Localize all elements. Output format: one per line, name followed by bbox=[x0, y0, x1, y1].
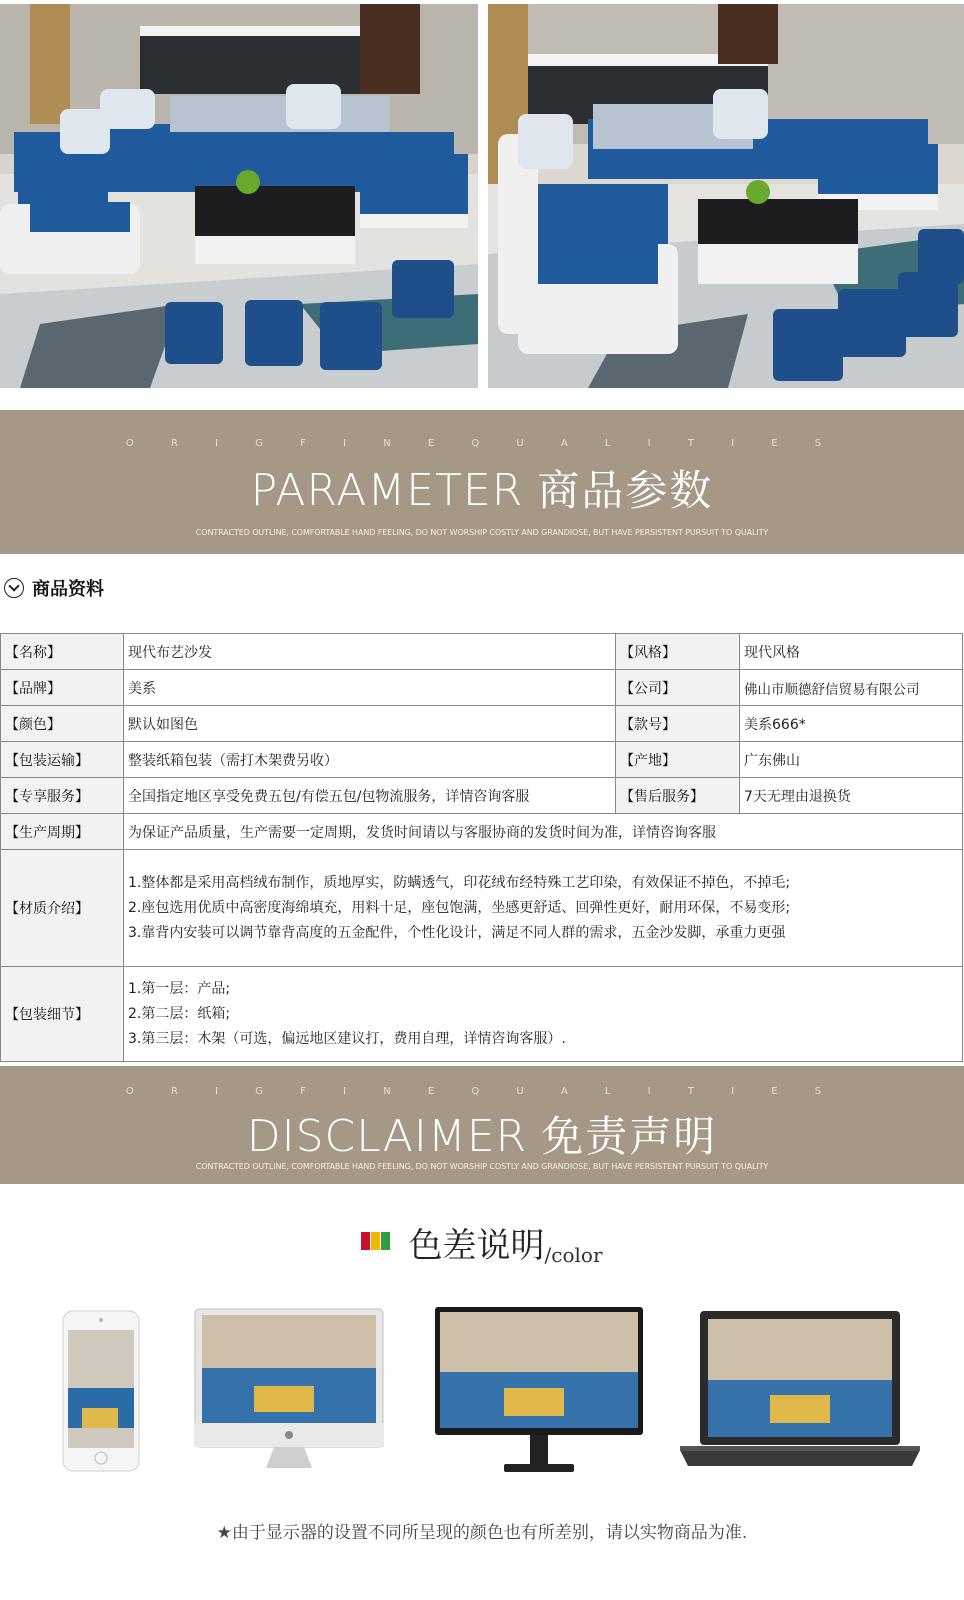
packaging-line: 1.第一层：产品; bbox=[128, 980, 231, 997]
table-row bbox=[1, 742, 963, 778]
param-key: 【品牌】 bbox=[1, 670, 124, 706]
table-row bbox=[1, 967, 963, 1062]
table-row bbox=[1, 778, 963, 814]
param-key: 【售后服务】 bbox=[616, 778, 740, 814]
packaging-line: 3.第三层：木架（可选，偏远地区建议打，费用自理，详情咨询客服）. bbox=[128, 1030, 566, 1047]
material-line: 1.整体都是采用高档绒布制作，质地厚实，防螨透气，印花绒布经特殊工艺印染，有效保证不掉色，不掉毛; bbox=[128, 874, 791, 891]
sofa-photo-angle bbox=[488, 4, 964, 388]
param-value: 美系 bbox=[124, 670, 616, 706]
param-value: 佛山市顺德舒信贸易有限公司 bbox=[740, 670, 963, 706]
table-row bbox=[1, 634, 963, 670]
color-bar bbox=[361, 1232, 370, 1250]
monitor-image bbox=[434, 1306, 644, 1476]
color-title-en: /color bbox=[544, 1243, 603, 1267]
banner-title bbox=[0, 1104, 964, 1164]
color-difference-note: ★由于显示器的设置不同所呈现的颜色也有所差别，请以实物商品为准. bbox=[216, 1523, 748, 1543]
param-key: 【专享服务】 bbox=[1, 778, 124, 814]
param-value: 默认如图色 bbox=[124, 706, 616, 742]
banner-title-cn: 商品参数 bbox=[537, 466, 714, 515]
product-info-heading-text: 商品资料 bbox=[32, 579, 104, 600]
color-bar bbox=[371, 1232, 380, 1250]
device-lineup bbox=[0, 1300, 964, 1480]
product-photos bbox=[0, 0, 964, 392]
param-key: 【公司】 bbox=[616, 670, 740, 706]
table-row bbox=[1, 670, 963, 706]
disclaimer-banner bbox=[0, 1066, 964, 1184]
table-row bbox=[1, 706, 963, 742]
param-key: 【生产周期】 bbox=[1, 814, 124, 850]
param-key: 【包装运输】 bbox=[1, 742, 124, 778]
banner-subtitle: CONTRACTED OUTLINE, COMFORTABLE HAND FEELING, DO NOT WORSHIP COSTLY AND GRANDIOSE, BUT HAVE PERSISTENT PURSUIT TO QUALITY bbox=[195, 1162, 769, 1171]
parameter-table bbox=[0, 633, 963, 1062]
packaging-line: 2.第二层：纸箱; bbox=[128, 1005, 231, 1022]
param-key: 【颜色】 bbox=[1, 706, 124, 742]
banner-title-en: DISCLAIMER bbox=[246, 1111, 528, 1162]
param-value: 为保证产品质量，生产需要一定周期，发货时间请以与客服协商的发货时间为准，详情咨询客服 bbox=[124, 814, 963, 850]
table-row bbox=[1, 850, 963, 967]
banner-letters: O R I G F I N E Q U A L I T I E S bbox=[125, 1086, 839, 1097]
param-key: 【产地】 bbox=[616, 742, 740, 778]
banner-subtitle: CONTRACTED OUTLINE, COMFORTABLE HAND FEELING, DO NOT WORSHIP COSTLY AND GRANDIOSE, BUT HAVE PERSISTENT PURSUIT TO QUALITY bbox=[195, 528, 769, 537]
banner-title bbox=[0, 458, 964, 518]
color-title-cn: 色差说明 bbox=[408, 1226, 545, 1266]
banner-title-en: PARAMETER bbox=[250, 465, 524, 516]
param-key: 【风格】 bbox=[616, 634, 740, 670]
material-line: 2.座包选用优质中高密度海绵填充，用料十足，座包饱满，坐感更舒适、回弹性更好，耐用环保，不易变形; bbox=[128, 899, 791, 916]
banner-letters: O R I G F I N E Q U A L I T I E S bbox=[125, 438, 839, 449]
param-value: 整装纸箱包装（需打木架费另收） bbox=[124, 742, 616, 778]
param-value: 7天无理由退换货 bbox=[740, 778, 963, 814]
parameter-banner bbox=[0, 410, 964, 554]
laptop-image bbox=[680, 1310, 920, 1470]
param-key: 【包装细节】 bbox=[1, 967, 124, 1062]
param-value: 广东佛山 bbox=[740, 742, 963, 778]
phone-image bbox=[62, 1310, 140, 1472]
material-description bbox=[124, 850, 963, 967]
material-line: 3.靠背内安装可以调节靠背高度的五金配件，个性化设计，满足不同人群的需求，五金沙发脚，承重力更强 bbox=[128, 924, 786, 941]
sofa-photo-front bbox=[0, 4, 478, 388]
param-value: 现代布艺沙发 bbox=[124, 634, 616, 670]
product-info-heading bbox=[4, 574, 104, 602]
param-value: 美系666* bbox=[740, 706, 963, 742]
banner-title-cn: 免责声明 bbox=[541, 1112, 718, 1161]
param-key: 【材质介绍】 bbox=[1, 850, 124, 967]
color-bars-icon bbox=[361, 1232, 391, 1254]
imac-image bbox=[194, 1308, 384, 1472]
param-key: 【名称】 bbox=[1, 634, 124, 670]
param-value: 现代风格 bbox=[740, 634, 963, 670]
param-key: 【款号】 bbox=[616, 706, 740, 742]
table-row bbox=[1, 814, 963, 850]
color-bar bbox=[381, 1232, 390, 1250]
packaging-details bbox=[124, 967, 963, 1062]
color-difference-title bbox=[0, 1218, 964, 1267]
chevron-down-icon bbox=[4, 578, 24, 598]
param-value: 全国指定地区享受免费五包/有偿五包/包物流服务，详情咨询客服 bbox=[124, 778, 616, 814]
